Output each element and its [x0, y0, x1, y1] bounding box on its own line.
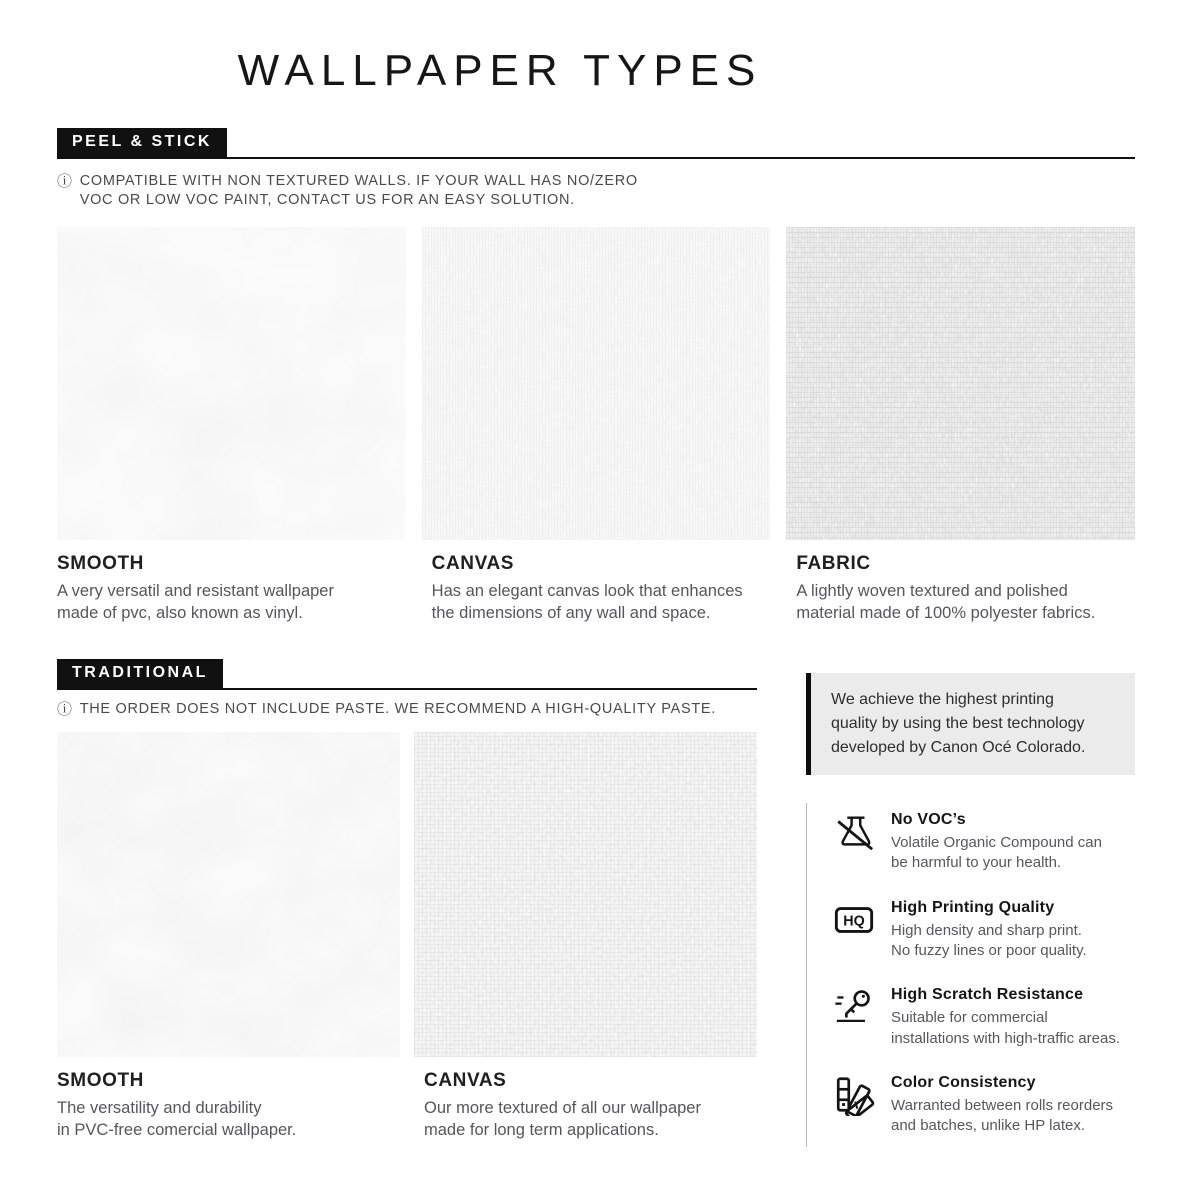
traditional-note: [57, 700, 757, 719]
hq-icon: [833, 899, 875, 941]
fabric-texture-swatch: [786, 227, 1135, 540]
peel-stick-swatch-grid: [57, 227, 1135, 625]
swatch-name: CANVAS: [424, 1070, 507, 1092]
canvas-texture-swatch: [414, 732, 757, 1057]
smooth-caption: [57, 553, 406, 625]
feature-scratch-resistance: [833, 986, 1135, 1049]
feature-high-printing-quality: [833, 899, 1135, 962]
swatch-description: Has an elegant canvas look that enhances the dimensions of any wall and space.: [431, 581, 743, 622]
swatch-description: A very versatil and resistant wallpaper made of pvc, also known as vinyl.: [57, 581, 334, 622]
feature-text: [891, 1074, 1113, 1137]
svg-text:HQ: HQ: [843, 912, 865, 929]
key-scratch-icon: [833, 986, 875, 1028]
swatch-description: The versatility and durability in PVC-free comercial wallpaper.: [57, 1099, 297, 1140]
right-rail: [806, 659, 1135, 1147]
canvas-caption: [414, 1070, 757, 1142]
no-voc-icon: [833, 811, 875, 853]
smooth-texture-image: [57, 732, 400, 1057]
smooth-texture-swatch: [57, 227, 406, 540]
feature-text: [891, 811, 1102, 874]
texture-overlay: [414, 732, 757, 1057]
traditional-note-text: THE ORDER DOES NOT INCLUDE PASTE. WE RECOMMEND A HIGH-QUALITY PASTE.: [79, 700, 716, 717]
section-badge-peel-stick: PEEL & STICK: [57, 128, 227, 157]
swatch-card-canvas-2: [414, 732, 757, 1142]
swatch-card-smooth-2: [57, 732, 400, 1142]
swatch-name: CANVAS: [431, 552, 515, 574]
section-header-traditional: [57, 659, 757, 690]
feature-list: [806, 803, 1135, 1147]
smooth-caption: [57, 1070, 400, 1142]
feature-text: [891, 899, 1087, 962]
swatch-name: SMOOTH: [57, 1070, 144, 1092]
feature-title: Color Consistency: [891, 1074, 1036, 1092]
feature-description: Volatile Organic Compound can be harmful to your health.: [891, 833, 1102, 872]
section-header-peel-stick: [57, 128, 1135, 159]
texture-overlay: [422, 227, 771, 540]
content: [57, 128, 1135, 1147]
swatch-card-smooth-1: [57, 227, 406, 625]
texture-overlay: [786, 227, 1135, 540]
peel-stick-note: [57, 172, 1135, 211]
feature-description: High density and sharp print. No fuzzy lines or poor quality.: [891, 921, 1087, 959]
feature-title: High Printing Quality: [891, 898, 1055, 916]
swatch-name: SMOOTH: [57, 552, 144, 574]
feature-title: No VOC’s: [891, 810, 966, 828]
swatch-description: A lightly woven textured and polished material made of 100% polyester fabrics.: [796, 581, 1096, 622]
color-swatches-icon: [833, 1074, 875, 1116]
feature-title: High Scratch Resistance: [891, 986, 1084, 1004]
smooth-texture-swatch: [57, 732, 400, 1057]
feature-text: [891, 986, 1120, 1049]
info-icon: ⓘ: [57, 172, 73, 190]
smooth-texture-image: [57, 227, 406, 540]
swatch-name: FABRIC: [796, 552, 871, 574]
feature-description: Warranted between rolls reorders and batches, unlike HP latex.: [891, 1097, 1114, 1135]
traditional-zone: [57, 659, 1135, 1147]
swatch-card-fabric: [786, 227, 1135, 625]
traditional-swatch-grid: [57, 732, 757, 1142]
canvas-texture-swatch: [422, 227, 771, 540]
info-icon: ⓘ: [57, 699, 73, 718]
swatch-card-canvas-1: [422, 227, 771, 625]
page-title-wrap: [0, 46, 1000, 96]
swatch-description: Our more textured of all our wallpaper made for long term applications.: [424, 1099, 701, 1140]
printing-quality-quote: We achieve the highest printing quality by using the best technology developed by Canon Océ Colorado.: [806, 673, 1135, 775]
traditional-column: [57, 659, 757, 1147]
feature-no-voc: [833, 811, 1135, 874]
feature-color-consistency: [833, 1074, 1135, 1137]
fabric-caption: [786, 553, 1135, 625]
feature-description: Suitable for commercial installations with high-traffic areas.: [891, 1009, 1120, 1047]
section-badge-traditional: TRADITIONAL: [57, 659, 223, 688]
peel-stick-note-text: COMPATIBLE WITH NON TEXTURED WALLS. IF YOUR WALL HAS NO/ZERO VOC OR LOW VOC PAINT, CONTACT US FOR AN EASY SOLUTION.: [79, 173, 638, 209]
canvas-caption: [422, 553, 771, 625]
page-title: WALLPAPER TYPES: [237, 46, 763, 95]
